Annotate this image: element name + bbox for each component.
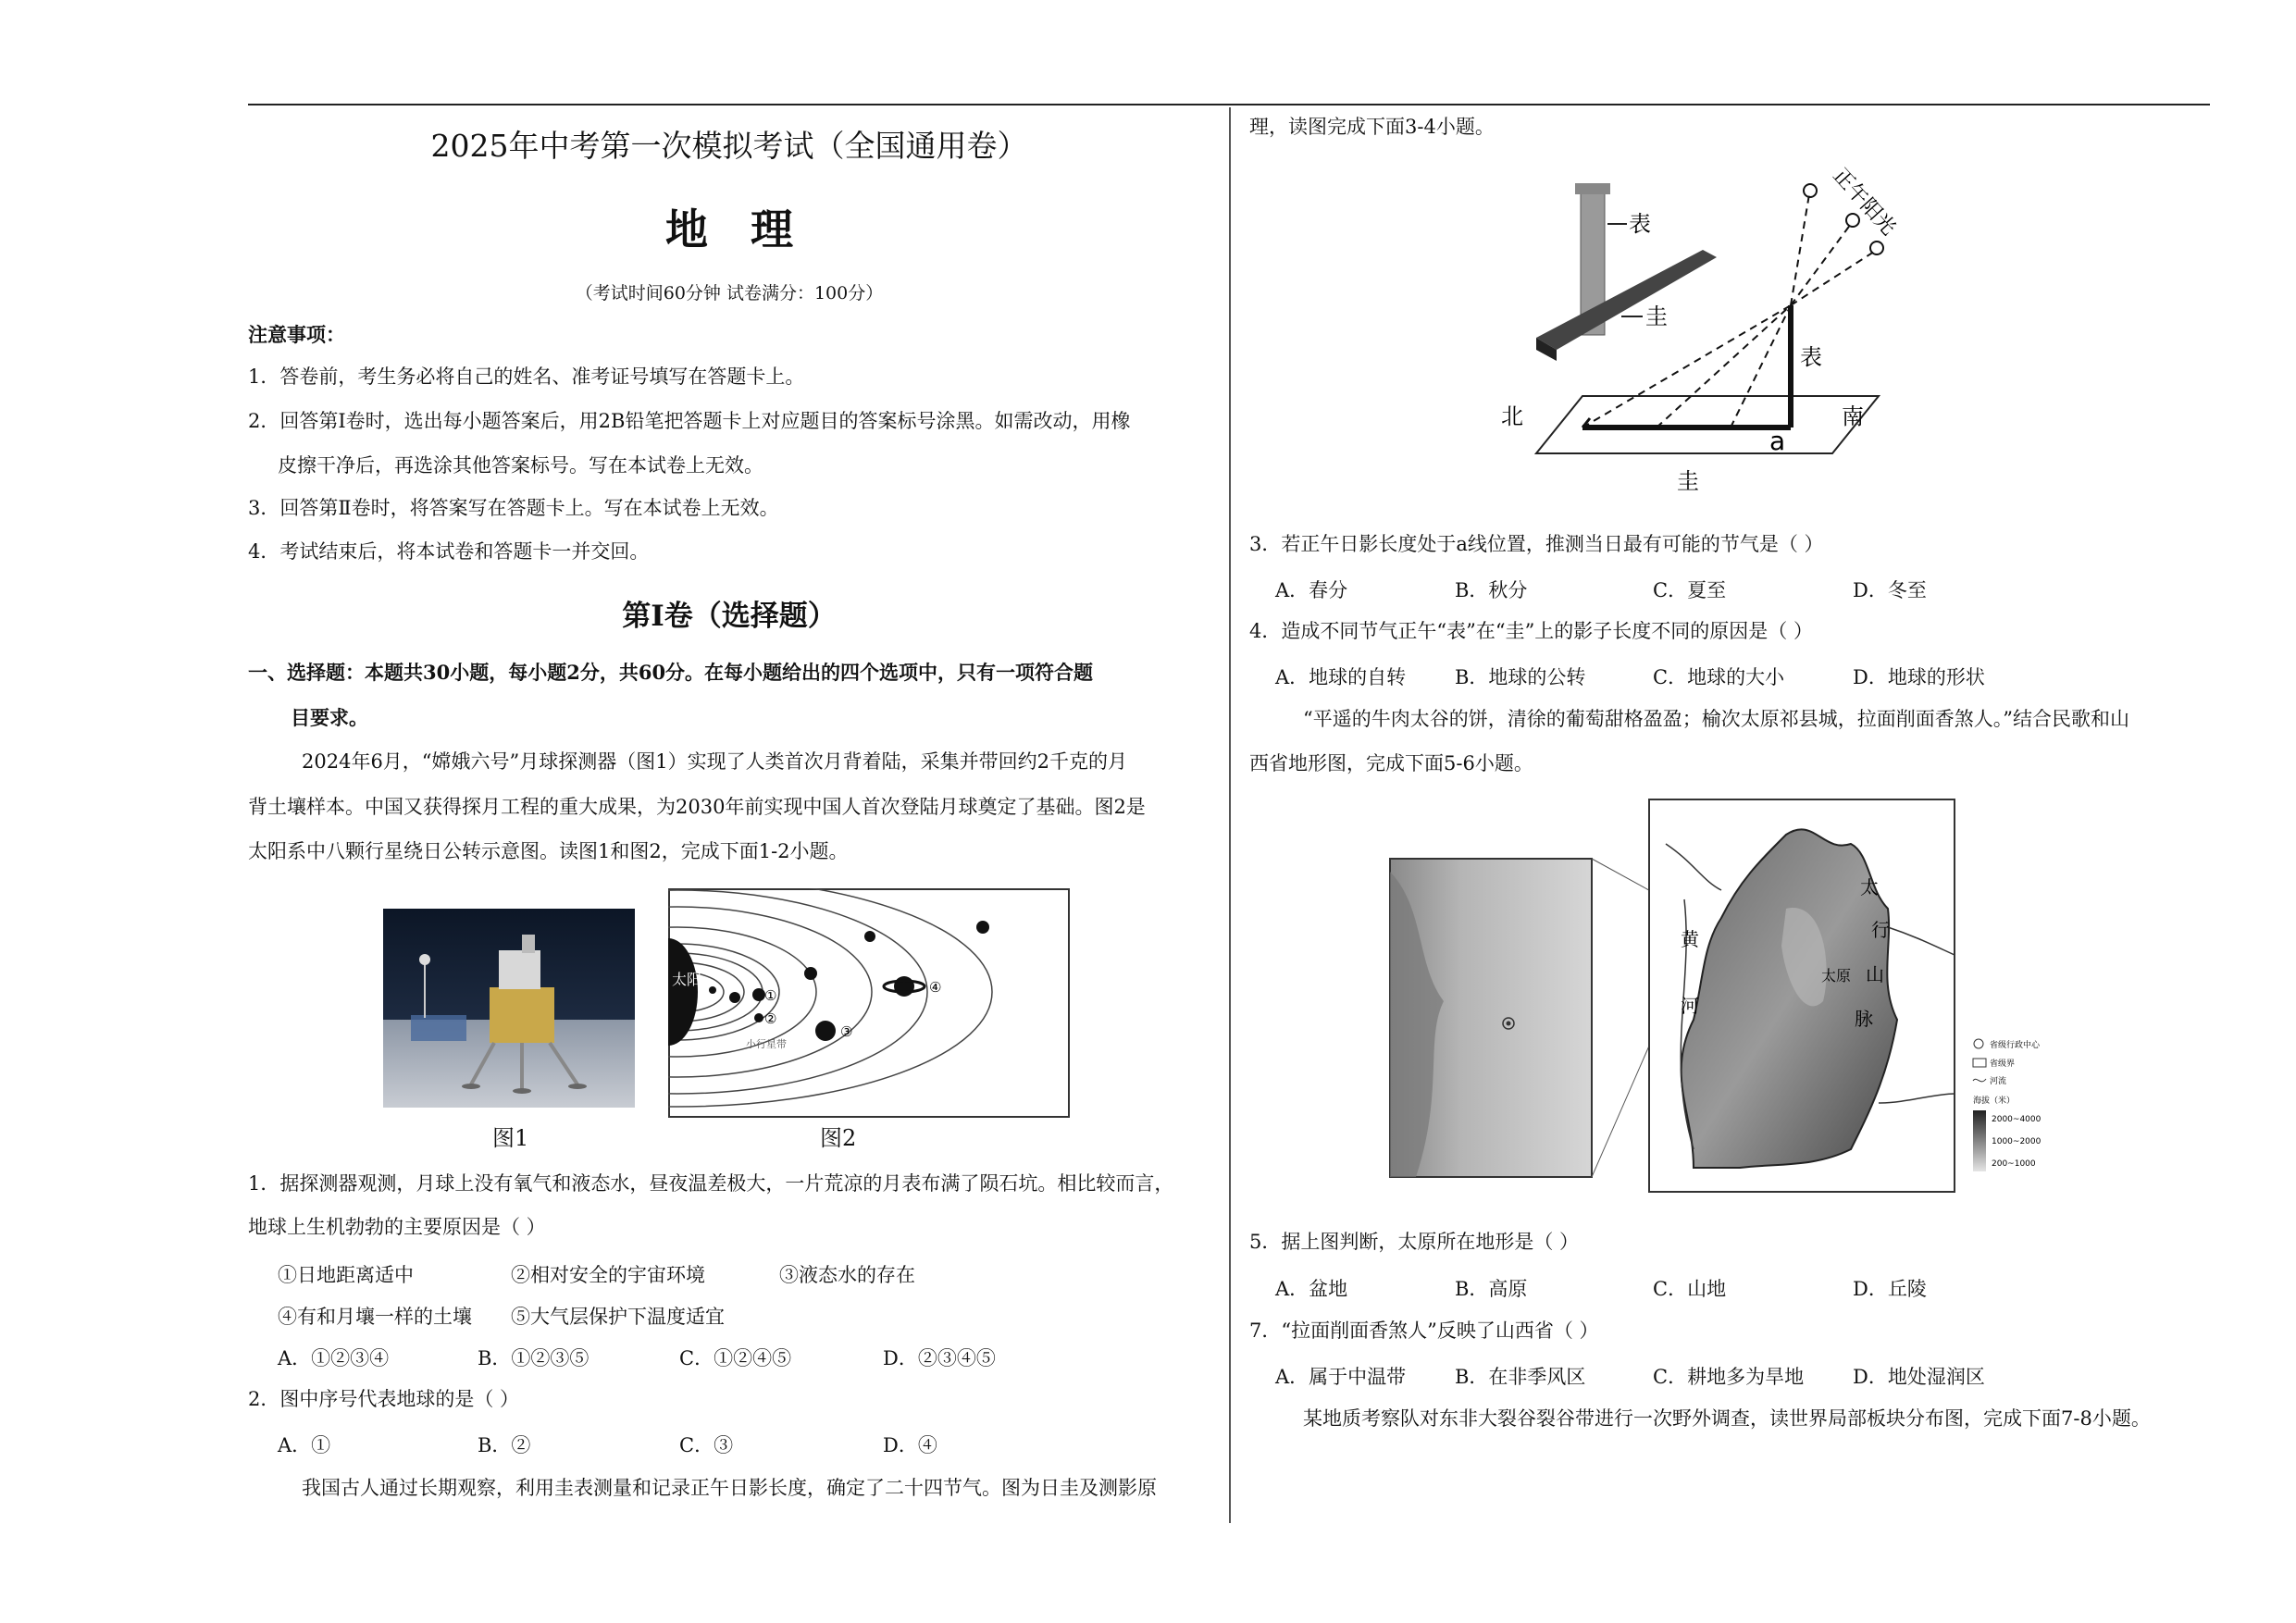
figure2-solar-system	[668, 888, 1071, 1120]
q1-item: ③液态水的存在	[779, 1264, 915, 1286]
q3-option-c[interactable]: C．夏至	[1653, 579, 1727, 601]
notice-item: 3．回答第Ⅱ卷时，将答案写在答题卡上。写在本试卷上无效。	[248, 497, 779, 519]
part1-instruction: 一、选择题：本题共30小题，每小题2分，共60分。在每小题给出的四个选项中，只有一项符合题	[248, 661, 1094, 684]
q1-item: ④有和月壤一样的土壤	[278, 1306, 472, 1328]
q1-item: ⑤大气层保护下温度适宜	[511, 1306, 725, 1328]
q5-option-c[interactable]: C．山地	[1653, 1278, 1727, 1300]
planet-label-4: ④	[929, 979, 942, 996]
notice-heading: 注意事项：	[248, 323, 345, 346]
map-label-hang: 行	[1871, 919, 1890, 941]
q1-option-c[interactable]: C．①②④⑤	[679, 1347, 792, 1369]
gnomon-diagram	[1471, 139, 1906, 509]
notice-item: 1．答卷前，考生务必将自己的姓名、准考证号填写在答题卡上。	[248, 365, 805, 388]
q7-option-b[interactable]: B．在非季风区	[1455, 1366, 1586, 1388]
q3-option-b[interactable]: B．秋分	[1455, 579, 1528, 601]
notice-item: 2．回答第Ⅰ卷时，选出每小题答案后，用2B铅笔把答题卡上对应题目的答案标号涂黑。如需改动，用橡	[248, 410, 1131, 432]
q2-option-c[interactable]: C．③	[679, 1434, 734, 1456]
q5-stem: 5．据上图判断，太原所在地形是（ ）	[1249, 1231, 1580, 1253]
q1-item: ①日地距离适中	[278, 1264, 414, 1286]
passage-line: 某地质考察队对东非大裂谷裂谷带进行一次野外调查，读世界局部板块分布图，完成下面7-8小题。	[1303, 1407, 2151, 1430]
figure1-caption: 图1	[492, 1125, 529, 1151]
notice-item: 皮擦干净后，再选涂其他答案标号。写在本试卷上无效。	[278, 454, 763, 477]
q1-item: ②相对安全的宇宙环境	[511, 1264, 705, 1286]
diagram-gui-label: 圭	[1677, 468, 1699, 494]
subject-title: 地 理	[665, 204, 793, 254]
q2-option-d[interactable]: D．④	[883, 1434, 937, 1456]
passage-line: 我国古人通过长期观察，利用圭表测量和记录正午日影长度，确定了二十四节气。图为日圭及测影原	[302, 1477, 1157, 1499]
passage-line: 2024年6月，“嫦娥六号”月球探测器（图1）实现了人类首次月背着陆，采集并带回约2千克的月	[302, 750, 1127, 773]
legend-river: 河流	[1990, 1077, 2007, 1086]
q5-option-a[interactable]: A．盆地	[1275, 1278, 1348, 1300]
map-label-taiyuan: 太原	[1821, 967, 1852, 985]
legend-200-1000: 200~1000	[1992, 1159, 2036, 1169]
q4-stem: 4．造成不同节气正午“表”在“圭”上的影子长度不同的原因是（ ）	[1249, 620, 1813, 642]
passage-line: 理，读图完成下面3-4小题。	[1249, 116, 1495, 138]
q3-option-d[interactable]: D．冬至	[1853, 579, 1927, 601]
photo-gui-label: 圭	[1645, 304, 1668, 329]
part1-title: 第Ⅰ卷（选择题）	[622, 600, 837, 633]
a-line-label: a	[1769, 426, 1786, 456]
q7-option-d[interactable]: D．地处湿润区	[1853, 1366, 1985, 1388]
photo-biao-label: 表	[1629, 211, 1651, 237]
q3-option-a[interactable]: A．春分	[1275, 579, 1348, 601]
planet-label-1: ①	[764, 987, 777, 1004]
figure1-lander-photo	[383, 909, 635, 1108]
planet-label-3: ③	[840, 1023, 853, 1040]
exam-info: （考试时间60分钟 试卷满分：100分）	[575, 283, 884, 304]
exam-title: 2025年中考第一次模拟考试（全国通用卷）	[430, 128, 1028, 164]
column-divider	[1229, 107, 1231, 1523]
passage-line: 太阳系中八颗行星绕日公转示意图。读图1和图2，完成下面1-2小题。	[248, 840, 849, 862]
passage-line: “平遥的牛肉太谷的饼，清徐的葡萄甜格盈盈；榆次太原祁县城，拉面削面香煞人。”结合民歌和山	[1303, 708, 2129, 730]
q4-option-c[interactable]: C．地球的大小	[1653, 666, 1785, 688]
q1-option-d[interactable]: D．②③④⑤	[883, 1347, 996, 1369]
legend-elevation: 海拔（米）	[1973, 1096, 2016, 1106]
q7-option-c[interactable]: C．耕地多为旱地	[1653, 1366, 1805, 1388]
map-label-tai: 太	[1860, 876, 1879, 898]
q2-option-a[interactable]: A．①	[278, 1434, 331, 1456]
map-label-he: 河	[1681, 995, 1699, 1017]
q3-stem: 3．若正午日影长度处于a线位置，推测当日最有可能的节气是（ ）	[1249, 533, 1824, 555]
q1-option-b[interactable]: B．①②③⑤	[478, 1347, 590, 1369]
q4-option-a[interactable]: A．地球的自转	[1275, 666, 1407, 688]
sun-label: 太阳	[672, 971, 702, 988]
q2-stem: 2．图中序号代表地球的是（ ）	[248, 1388, 520, 1410]
legend-2000-4000: 2000~4000	[1992, 1115, 2042, 1124]
legend-1000-2000: 1000~2000	[1992, 1137, 2042, 1146]
q7-option-a[interactable]: A．属于中温带	[1275, 1366, 1407, 1388]
south-label: 南	[1842, 403, 1864, 429]
asteroid-belt-label: 小行星带	[746, 1038, 787, 1050]
legend-boundary: 省级界	[1990, 1059, 2016, 1069]
notice-item: 4．考试结束后，将本试卷和答题卡一并交回。	[248, 540, 650, 563]
q7-stem: 7．“拉面削面香煞人”反映了山西省（ ）	[1249, 1319, 1599, 1342]
passage-line: 西省地形图，完成下面5-6小题。	[1249, 752, 1533, 774]
q1-stem: 地球上生机勃勃的主要原因是（ ）	[248, 1216, 546, 1238]
map-label-huang: 黄	[1681, 928, 1699, 950]
diagram-biao-label: 表	[1800, 344, 1822, 370]
q1-option-a[interactable]: A．①②③④	[278, 1347, 390, 1369]
q4-option-d[interactable]: D．地球的形状	[1853, 666, 1985, 688]
top-rule	[248, 104, 2210, 105]
map-label-shan: 山	[1866, 963, 1884, 985]
figure2-caption: 图2	[820, 1125, 857, 1151]
shanxi-terrain-map	[1388, 798, 2054, 1194]
q2-option-b[interactable]: B．②	[478, 1434, 531, 1456]
legend-capital: 省级行政中心	[1990, 1041, 2041, 1050]
noon-sunlight-label: 正午阳光	[1828, 164, 1901, 241]
q5-option-d[interactable]: D．丘陵	[1853, 1278, 1927, 1300]
map-label-mai: 脉	[1855, 1008, 1873, 1030]
q4-option-b[interactable]: B．地球的公转	[1455, 666, 1586, 688]
planet-label-2: ②	[764, 1010, 777, 1027]
passage-line: 背土壤样本。中国又获得探月工程的重大成果，为2030年前实现中国人首次登陆月球奠定了基础。图2是	[248, 796, 1146, 818]
q5-option-b[interactable]: B．高原	[1455, 1278, 1528, 1300]
q1-stem: 1．据探测器观测，月球上没有氧气和液态水，昼夜温差极大，一片荒凉的月表布满了陨石坑。相比较而言，	[248, 1172, 1174, 1195]
north-label: 北	[1501, 403, 1523, 429]
part1-instruction: 目要求。	[291, 706, 368, 729]
